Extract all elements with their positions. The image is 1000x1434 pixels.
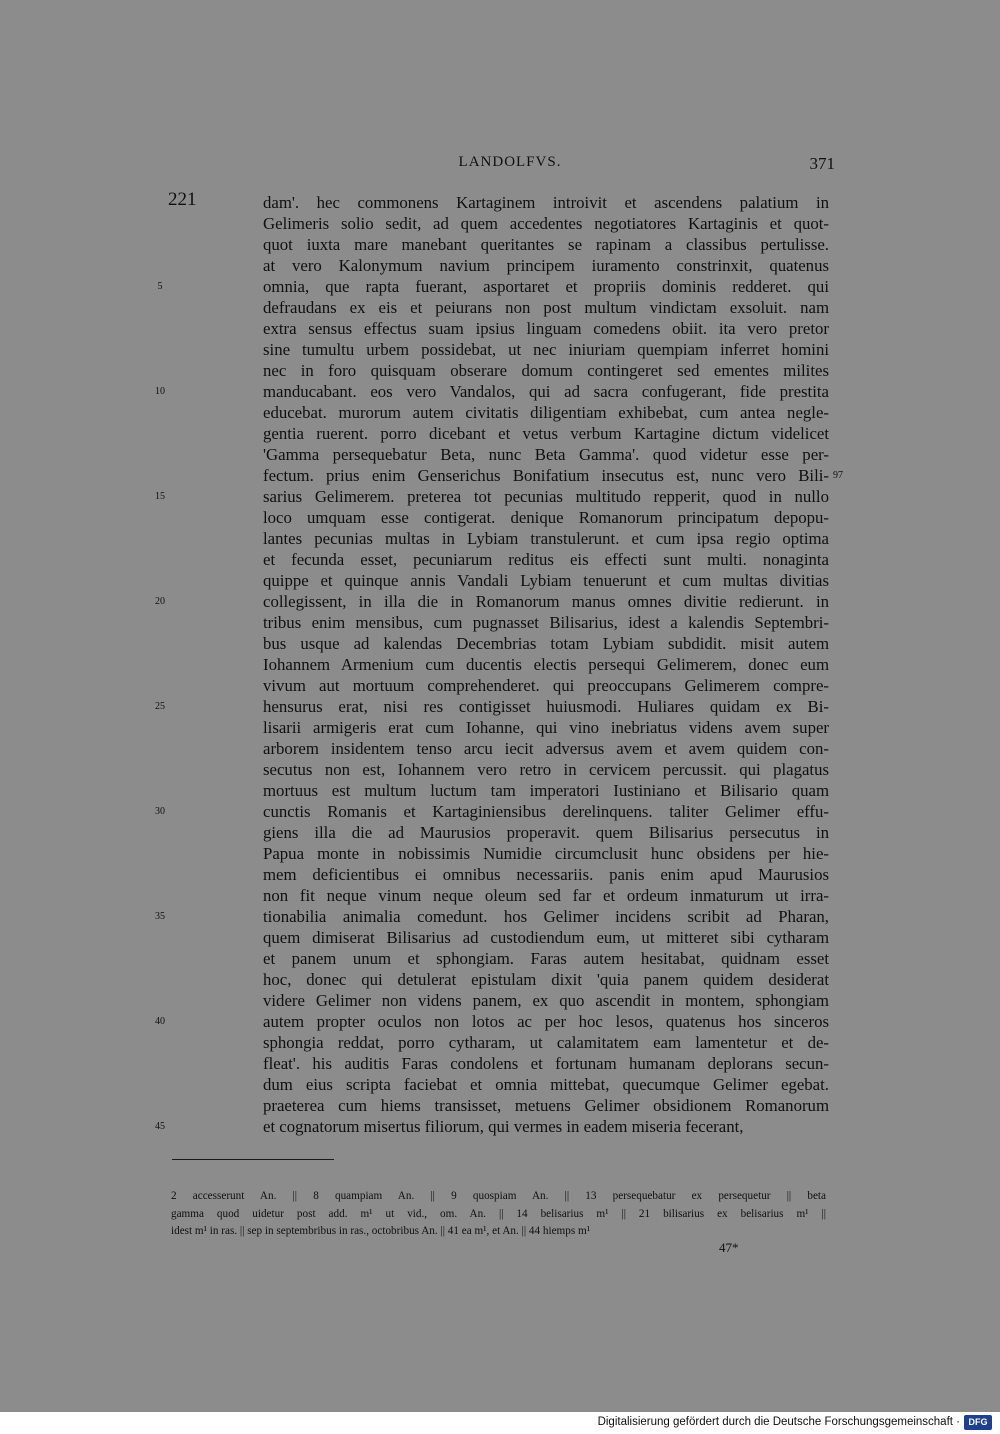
- text-line: defraudans ex eis et peiurans non post multum vindictam exsoluit. nam: [263, 298, 829, 317]
- text-line: sarius Gelimerem. preterea tot pecunias multitudo repperit, quod in nullo: [263, 487, 829, 506]
- text-line: extra sensus effectus suam ipsius linguam comedens obiit. ita vero pretor: [263, 319, 829, 338]
- line-number: 45: [155, 1121, 165, 1132]
- text-line: fleat'. his auditis Faras condolens et fortunam humanam deplorans secun-: [263, 1054, 829, 1073]
- margin-page-ref: 97: [833, 470, 843, 481]
- text-line: tribus enim mensibus, cum pugnasset Bilisarius, idest a kalendis Septembri-: [263, 613, 829, 632]
- text-line: videre Gelimer non videns panem, ex quo ascendit in montem, sphongiam: [263, 991, 829, 1010]
- footnote-line: idest m¹ in ras. || sep in septembribus in ras., octobribus An. || 41 ea m¹, et An. || 44 hiemps m¹: [171, 1225, 591, 1237]
- text-line: praeterea cum hiems transisset, metuens Gelimer obsidionem Romanorum: [263, 1096, 829, 1115]
- text-line: 'Gamma persequebatur Beta, nunc Beta Gamma'. quod videtur esse per-: [263, 445, 829, 464]
- running-title: LANDOLFVS.: [458, 154, 562, 170]
- text-line: Gelimeris solio sedit, ad quem accedentes negotiatores Kartaginis et quot-: [263, 214, 829, 233]
- text-line: nec in foro quisquam obserare domum contingeret sed ementes milites: [263, 361, 829, 380]
- text-line: educebat. murorum autem civitatis diligentiam exhibebat, cum antea negle-: [263, 403, 829, 422]
- footnote-line: gamma quod uidetur post add. m¹ ut vid., om. An. || 14 belisarius m¹ || 21 bilisarius ex belisarius m¹ ||: [171, 1207, 826, 1220]
- line-number: 10: [155, 386, 165, 397]
- footer-bar: [0, 1412, 1000, 1434]
- text-line: non fit neque vinum neque oleum sed far et ordeum inmaturum ut irra-: [263, 886, 829, 905]
- footnote-rule: [172, 1159, 334, 1160]
- line-number: 30: [155, 806, 165, 817]
- text-line: collegissent, in illa die in Romanorum manus omnes divitie redierunt. in: [263, 592, 829, 611]
- footer-credit: Digitalisierung gefördert durch die Deutsche Forschungsgemeinschaft ·: [597, 1416, 960, 1428]
- text-line: et fecunda esset, pecuniarum reditus eis effecti sunt multi. nonaginta: [263, 550, 829, 569]
- line-number: 15: [155, 491, 165, 502]
- text-line: bus usque ad kalendas Decembrias totam Lybiam subdidit. misit autem: [263, 634, 829, 653]
- text-line: tionabilia animalia comedunt. hos Gelimer incidens scribit ad Pharan,: [263, 907, 829, 926]
- signature-mark: 47*: [719, 1240, 739, 1255]
- text-line: secutus non est, Iohannem vero retro in cervicem percussit. qui plagatus: [263, 760, 829, 779]
- text-line: hoc, donec qui detulerat epistulam dixit 'quia panem quidem desiderat: [263, 970, 829, 989]
- section-number: 221: [168, 189, 197, 210]
- footnote-block: [171, 1188, 826, 1241]
- dfg-logo: DFG: [964, 1415, 992, 1430]
- text-line: lantes pecunias multas in Lybiam transtulerunt. et cum ipsa regio optima: [263, 529, 829, 548]
- text-line: arborem insidentem tenso arcu iecit adversus avem et avem quidem con-: [263, 739, 829, 758]
- text-line: at vero Kalonymum navium principem iuramento constrinxit, quatenus: [263, 256, 829, 275]
- line-number: 5: [157, 281, 163, 292]
- line-number: 25: [155, 701, 165, 712]
- text-line: giens illa die ad Maurusios properavit. quem Bilisarius persecutus in: [263, 823, 829, 842]
- text-line: omnia, que rapta fuerant, asportaret et propriis dominis redderet. qui: [263, 277, 829, 296]
- text-line: et cognatorum misertus filiorum, qui vermes in eadem miseria fecerant,: [263, 1117, 744, 1136]
- text-line: et panem unum et sphongiam. Faras autem hesitabat, quidnam esset: [263, 949, 829, 968]
- text-line: hensurus erat, nisi res contigisset huiusmodi. Huliares quidam ex Bi-: [263, 697, 829, 716]
- text-line: lisarii armigeris erat cum Iohanne, qui vino inebriatus videns avem super: [263, 718, 829, 737]
- text-line: mortuus est multum luctum tam imperatori Iustiniano et Bilisario quam: [263, 781, 829, 800]
- footnote-line: 2 accesserunt An. || 8 quampiam An. || 9 quospiam An. || 13 persequebatur ex persequetur || beta: [171, 1190, 826, 1202]
- text-line: vivum aut mortuum comprehenderet. qui preoccupans Gelimerem compre-: [263, 676, 829, 695]
- text-line: sine tumultu urbem possidebat, ut nec iniuriam quempiam inferret homini: [263, 340, 829, 359]
- text-line: dum eius scripta faciebat et omnia mittebat, quecumque Gelimer egebat.: [263, 1075, 829, 1094]
- page-number: 371: [809, 154, 835, 173]
- text-line: mem deficientibus ei omnibus necessariis. panis enim apud Maurusios: [263, 865, 829, 884]
- text-line: Iohannem Armenium cum ducentis electis persequi Gelimerem, donec eum: [263, 655, 829, 674]
- text-line: sphongia reddat, porro cytharam, ut calamitatem eam lamentetur et de-: [263, 1033, 829, 1052]
- text-line: gentia ruerent. porro dicebant et vetus verbum Kartagine dictum videlicet: [263, 424, 829, 443]
- text-line: quem dimiserat Bilisarius ad custodiendum eum, ut mitteret sibi cytharam: [263, 928, 829, 947]
- text-line: quot iuxta mare manebant queritantes se rapinam a classibus pertulisse.: [263, 235, 829, 254]
- text-line: Papua monte in nobissimis Numidie circumclusit hunc obsidens per hie-: [263, 844, 829, 863]
- line-number: 20: [155, 596, 165, 607]
- text-line: dam'. hec commonens Kartaginem introivit et ascendens palatium in: [263, 193, 829, 212]
- text-line: manducabant. eos vero Vandalos, qui ad sacra confugerant, fide prestita: [263, 382, 829, 401]
- text-line: cunctis Romanis et Kartaginiensibus derelinquens. taliter Gelimer effu-: [263, 802, 829, 821]
- line-number: 35: [155, 911, 165, 922]
- text-line: autem propter oculos non lotos ac per hoc lesos, quatenus hos sinceros: [263, 1012, 829, 1031]
- text-line: loco umquam esse contigerat. denique Romanorum principatum depopu-: [263, 508, 829, 527]
- text-line: fectum. prius enim Genserichus Bonifatium insecutus est, nunc vero Bili-: [263, 466, 829, 485]
- line-number: 40: [155, 1016, 165, 1027]
- text-line: quippe et quinque annis Vandali Lybiam tenuerunt et cum multas divitias: [263, 571, 829, 590]
